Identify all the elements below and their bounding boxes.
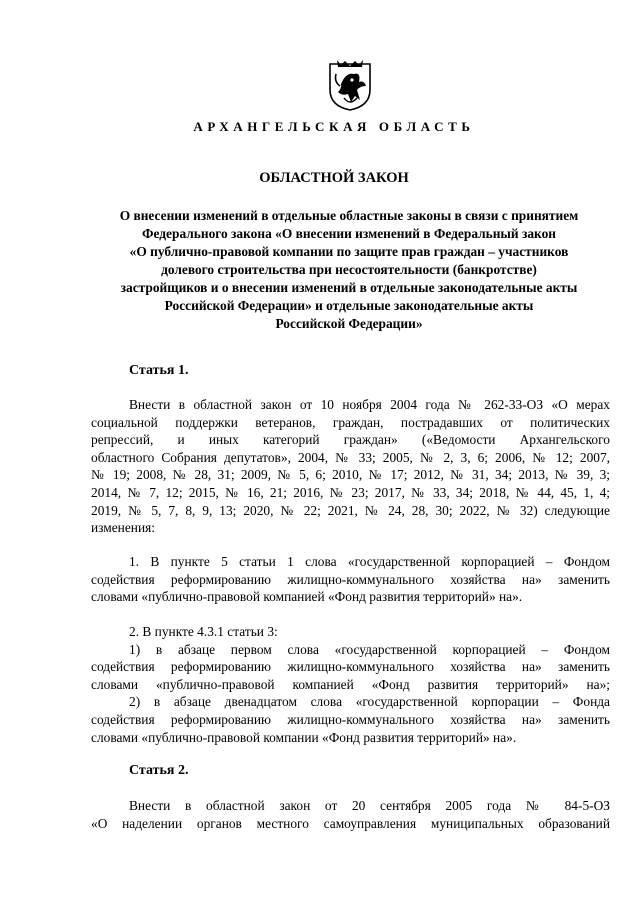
- article-1-heading: Статья 1.: [129, 363, 189, 378]
- law-title-line: «О публично-правовой компании по защите прав граждан – участников: [129, 244, 569, 259]
- text-line: № 19; 2008, № 28, 31; 2009, № 5, 6; 2010, № 17; 2012, № 31, 34; 2013, № 39, 3;: [91, 467, 610, 483]
- text-line: словами «публично-правовой компании «Фонд развития территорий» на».: [91, 729, 517, 745]
- law-type-heading: ОБЛАСТНОЙ ЗАКОН: [259, 170, 409, 186]
- text-line: словами «публично-правовой компанией «Фонд развития территорий» на».: [91, 589, 523, 605]
- text-line: 2019, № 5, 7, 8, 9, 13; 2020, № 22; 2021, № 24, 28, 30; 2022, № 32) следующие: [91, 502, 610, 518]
- text-line: содействия реформированию жилищно-коммунального хозяйства на» заменить: [91, 659, 610, 675]
- text-line: 2014, № 7, 12; 2015, № 16, 21; 2016, № 23; 2017, № 33, 34; 2018, № 44, 45, 1, 4;: [91, 484, 610, 500]
- text-line: словами «публично-правовой компанией «Фонд развития территорий» на»;: [91, 676, 610, 692]
- region-name: АРХАНГЕЛЬСКАЯ ОБЛАСТЬ: [193, 119, 475, 134]
- article-1-item-2: [91, 623, 610, 746]
- text-line: изменения:: [91, 520, 156, 536]
- text-line: 2) в абзаце двенадцатом слова «государственной корпорации – Фонда: [129, 694, 610, 710]
- text-line: репрессий, и иных категорий граждан» («Ведомости Архангельского: [91, 432, 610, 448]
- text-line: Внести в областной закон от 20 сентября 2005 года № 84-5-ОЗ: [129, 798, 610, 813]
- law-title-line: Федерального закона «О внесении изменений в Федеральный закон: [142, 226, 556, 241]
- law-title-line: Российской Федерации»: [275, 316, 423, 331]
- article-2-heading: Статья 2.: [129, 763, 189, 778]
- text-line: областного Собрания депутатов», 2004, № 33; 2005, № 2, 3, 6; 2006, № 12; 2007,: [91, 449, 610, 465]
- text-line: Внести в областной закон от 10 ноября 2004 года № 262-33-ОЗ «О мерах: [129, 397, 610, 412]
- text-line: «О наделении органов местного самоуправления муниципальных образований: [91, 815, 610, 831]
- text-line: содействия реформированию жилищно-коммунального хозяйства на» заменить: [91, 711, 610, 727]
- law-title-line: О внесении изменений в отдельные областные законы в связи с принятием: [119, 208, 579, 223]
- text-line: 1. В пункте 5 статьи 1 слова «государственной корпорацией – Фондом: [129, 554, 610, 569]
- text-line: 2. В пункте 4.3.1 статьи 3:: [129, 624, 278, 639]
- law-title-line: застройщиков и о внесении изменений в отдельные законодательные акты: [120, 280, 578, 295]
- law-title-line: Российской Федерации» и отдельные законодательные акты: [164, 298, 534, 313]
- text-line: социальной поддержки ветеранов, граждан, пострадавших от политических: [91, 414, 610, 430]
- article-2-intro: [91, 797, 610, 832]
- text-line: 1) в абзаце первом слова «государственной корпорацией – Фондом: [129, 641, 610, 657]
- law-title-line: долевого строительства при несостоятельности (банкротстве): [161, 262, 537, 277]
- text-line: содействия реформированию жилищно-коммунального хозяйства на» заменить: [91, 571, 610, 587]
- arkhangelsk-coat-of-arms-icon: [324, 60, 376, 112]
- article-1-item-1: [91, 553, 610, 606]
- law-title: [84, 207, 614, 333]
- article-1-intro: [91, 396, 610, 537]
